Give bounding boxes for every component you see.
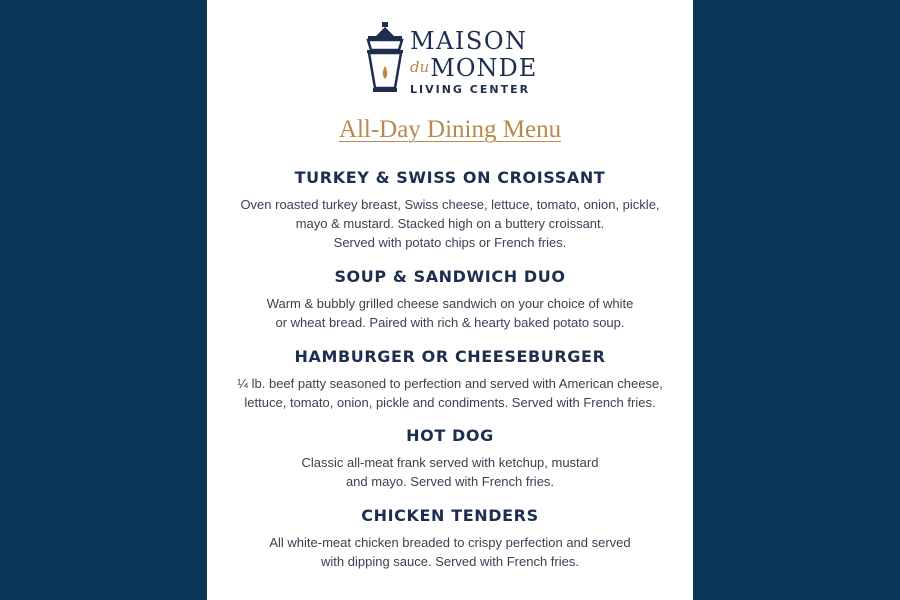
item-description-line: with dipping sauce. Served with French fries. xyxy=(321,554,579,569)
item-description-line: and mayo. Served with French fries. xyxy=(345,474,555,489)
item-description-line: Classic all-meat frank served with ketchup, mustard xyxy=(301,455,599,470)
item-description xyxy=(207,294,693,332)
item-description-line: All white-meat chicken breaded to crispy perfection and served xyxy=(269,535,631,550)
item-description-line: mayo & mustard. Stacked high on a buttery croissant. xyxy=(295,216,605,231)
item-description-line: Oven roasted turkey breast, Swiss cheese, lettuce, tomato, onion, pickle, xyxy=(240,197,660,212)
logo-wordmark xyxy=(410,28,537,97)
item-description xyxy=(207,195,693,252)
item-description xyxy=(207,453,693,491)
logo-living-center: LIVING CENTER xyxy=(410,83,531,96)
item-name: HOT DOG xyxy=(406,426,494,445)
item-name: TURKEY & SWISS ON CROISSANT xyxy=(294,168,606,187)
item-description-line: ¼ lb. beef patty seasoned to perfection and served with American cheese, xyxy=(237,376,663,391)
menu-title: All-Day Dining Menu xyxy=(338,116,562,143)
item-name: HAMBURGER OR CHEESEBURGER xyxy=(294,347,606,366)
menu-item-hamburger xyxy=(207,347,693,412)
logo-du-monde xyxy=(410,54,537,81)
menu-item-hot-dog xyxy=(207,426,693,491)
item-description-line: Served with potato chips or French fries. xyxy=(333,235,567,250)
item-name: SOUP & SANDWICH DUO xyxy=(334,267,566,286)
logo xyxy=(207,20,693,96)
logo-monde: MONDE xyxy=(430,54,538,82)
menu-page xyxy=(207,0,693,600)
item-description-line: or wheat bread. Paired with rich & hearty baked potato soup. xyxy=(275,315,625,330)
lantern-icon xyxy=(364,22,406,94)
item-description-line: lettuce, tomato, onion, pickle and condiments. Served with French fries. xyxy=(244,395,656,410)
item-name: CHICKEN TENDERS xyxy=(361,506,539,525)
menu-item-turkey xyxy=(207,168,693,252)
item-description xyxy=(207,533,693,571)
menu-item-soup-sandwich xyxy=(207,267,693,332)
logo-maison: MAISON xyxy=(410,27,528,55)
item-description-line: Warm & bubbly grilled cheese sandwich on your choice of white xyxy=(266,296,634,311)
item-description xyxy=(207,374,693,412)
menu-item-chicken-tenders xyxy=(207,506,693,571)
logo-du: du xyxy=(410,58,430,76)
